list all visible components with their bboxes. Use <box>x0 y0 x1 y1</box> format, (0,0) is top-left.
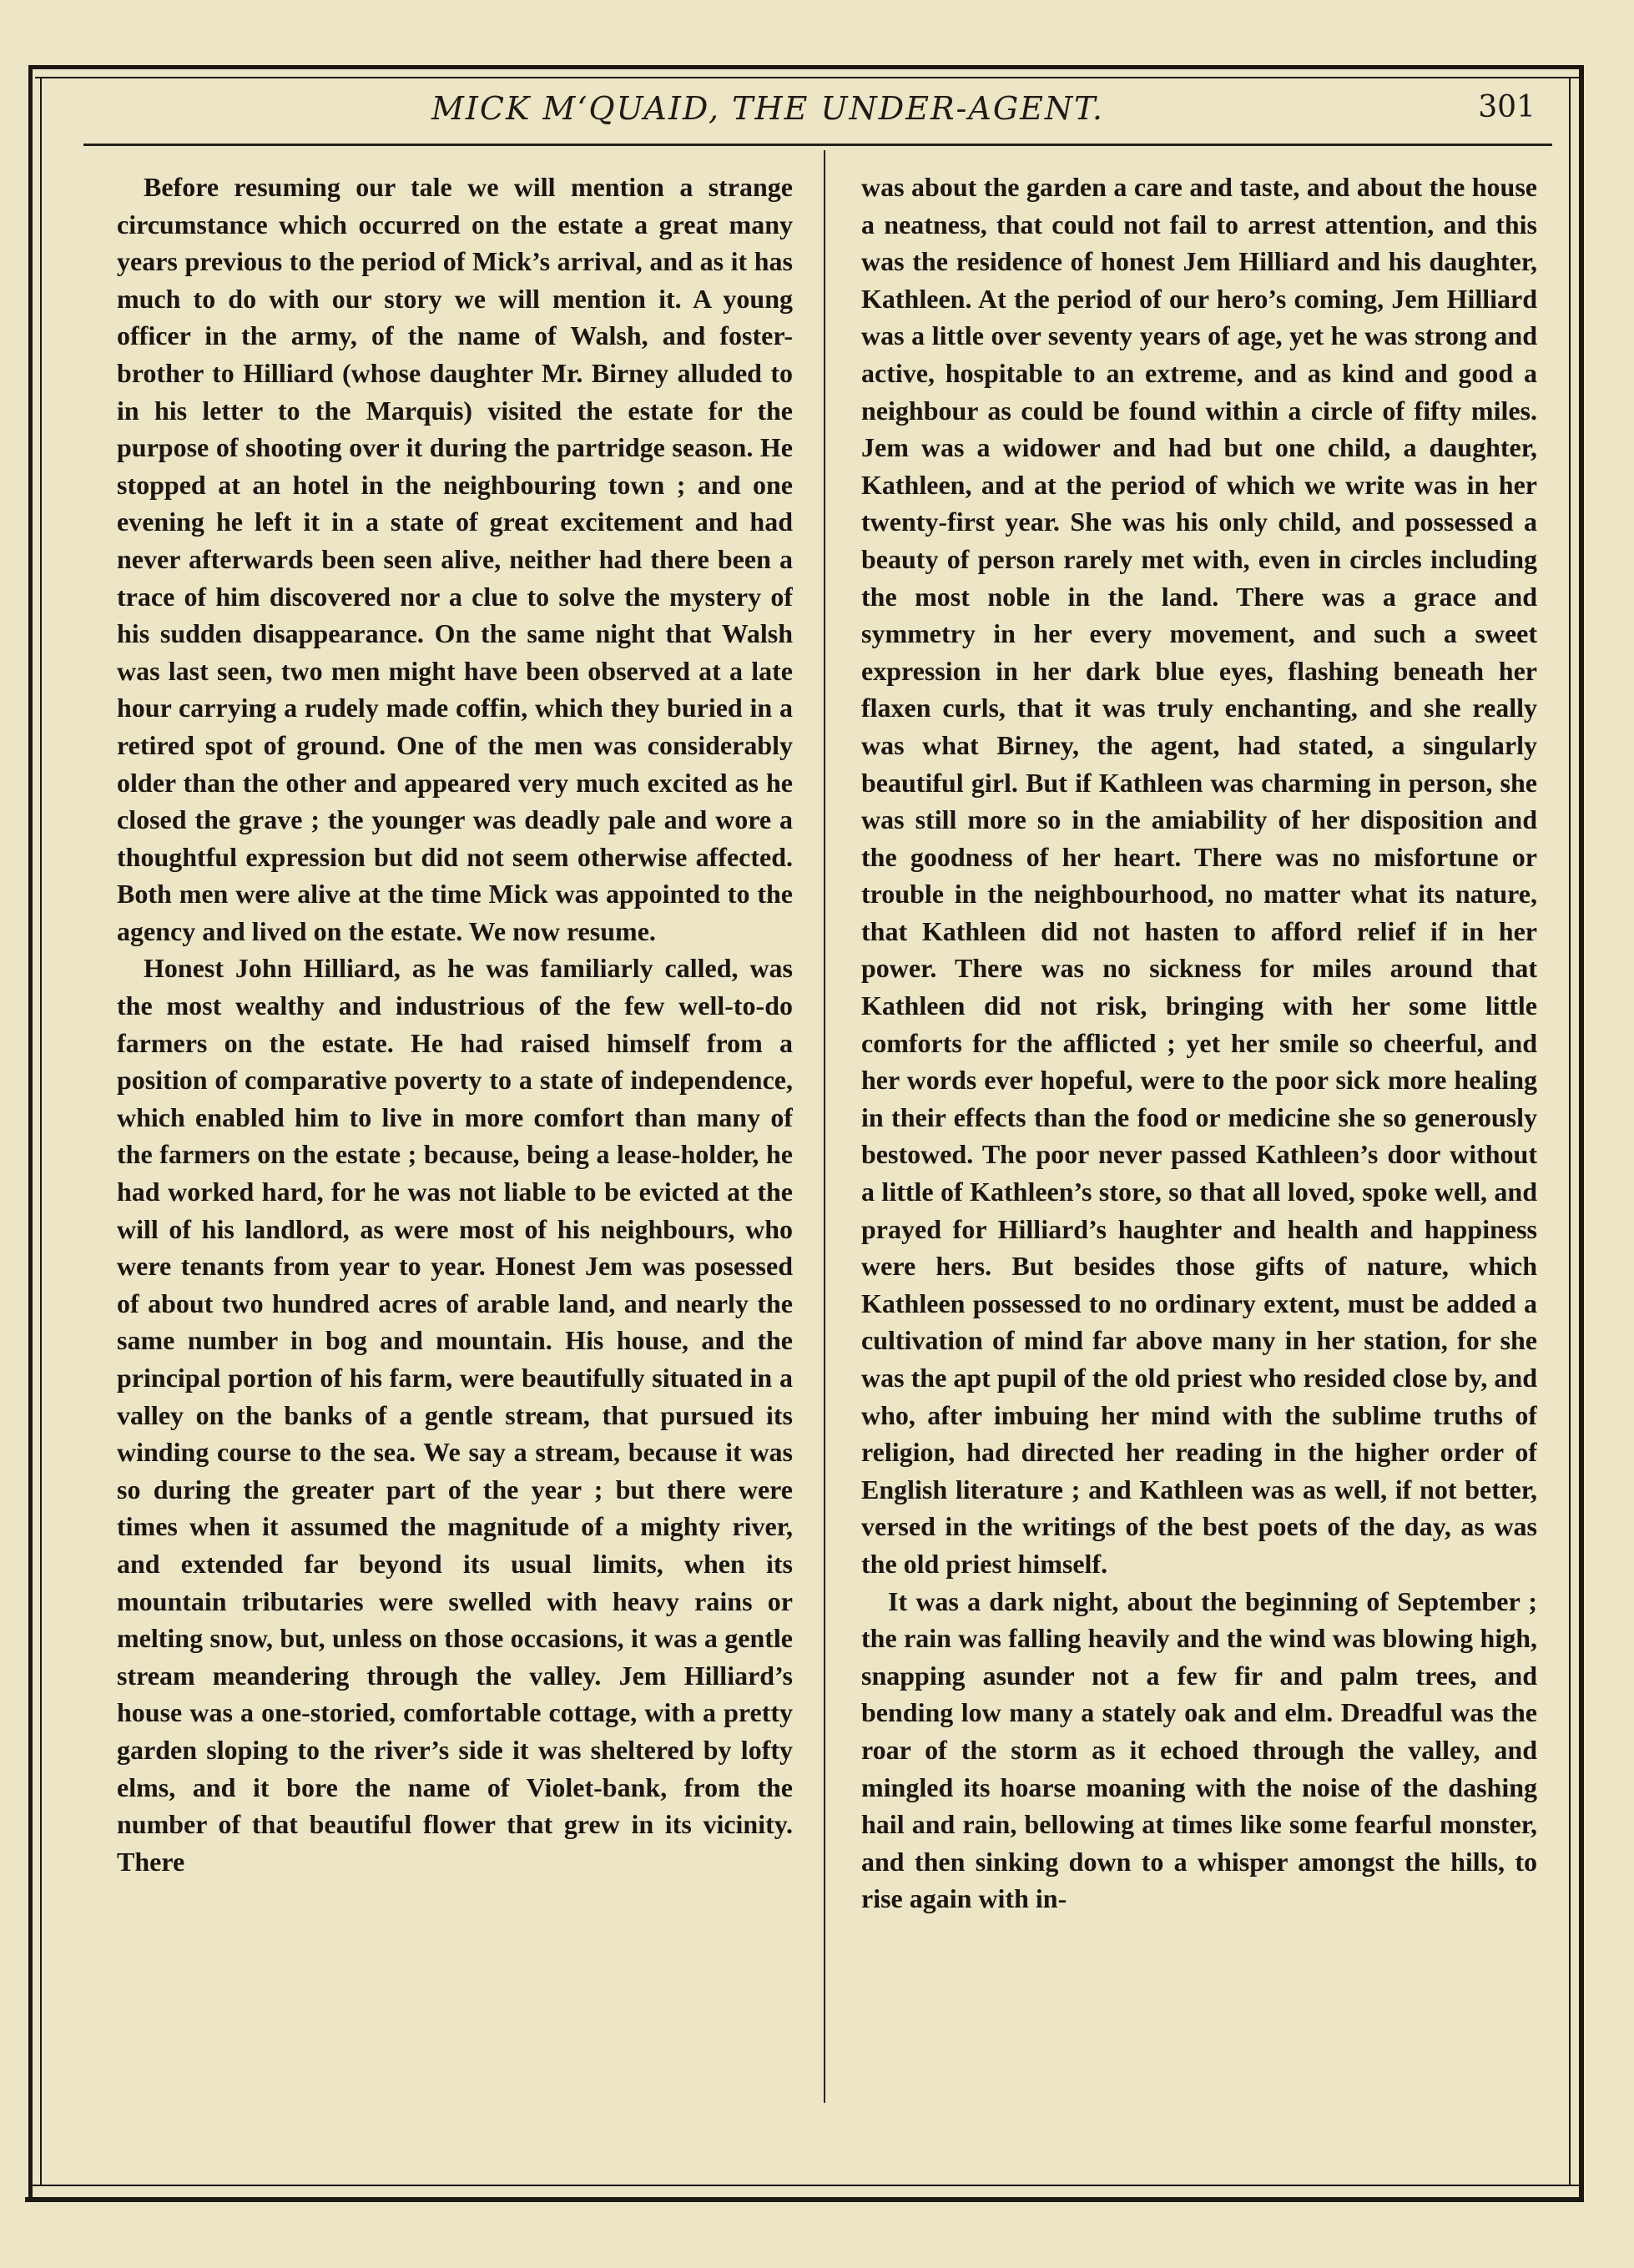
frame-rule-right-outer <box>1579 65 1584 2201</box>
frame-rule-top-inner <box>35 77 1579 78</box>
left-column <box>117 169 793 2113</box>
running-head <box>83 90 1552 140</box>
frame-rule-bottom-outer <box>25 2197 1584 2202</box>
header-rule <box>83 144 1552 146</box>
page-number: 301 <box>1478 90 1536 124</box>
column-divider <box>824 150 825 2103</box>
frame-rule-bottom-inner <box>32 2185 1584 2186</box>
paragraph: was about the garden a care and taste, and about the house a neatness, that could not fail to arrest attention, and this was the residence of honest Jem Hilliard and his daughter, Kathleen. At the period of our hero’s coming, Jem Hilliard was a little over seventy years of age, yet he was strong and active, hospitable to an extreme, and as kind and good a neighbour as could be found within a circle of fifty miles. Jem was a widower and had but one child, a daughter, Kathleen, and at the period of which we write was in her twenty-first year. She was his only child, and possessed a beauty of person rarely met with, even in circles including the most noble in the land. There was a grace and symmetry in her every movement, and such a sweet expression in her dark blue eyes, flashing beneath her flaxen curls, that it was truly enchanting, and she really was what Birney, the agent, had stated, a singularly beautiful girl. But if Kathleen was charming in person, she was still more so in the amiability of her disposition and the goodness of her heart. There was no misfortune or trouble in the neighbourhood, no matter what its nature, that Kathleen did not hasten to afford relief if in her power. There was no sickness for miles around that Kathleen did not risk, bringing with her some little comforts for the afflicted ; yet her smile so cheerful, and her words ever hopeful, were to the poor sick more healing in their effects than the food or medicine she so generously bestowed. The poor never passed Kathleen’s door without a little of Kathleen’s store, so that all loved, spoke well, and prayed for Hilliard’s haughter and health and happiness were hers. But besides those gifts of nature, which Kathleen possessed to no ordinary extent, must be added a cultivation of mind far above many in her station, for she was the apt pupil of the old priest who resided close by, and who, after imbuing her mind with the sublime truths of religion, had directed her reading in the higher order of English literature ; and Kathleen was as well, if not better, versed in the writings of the best poets of the day, as was the old priest himself. <box>861 172 1537 1579</box>
frame-rule-top-outer <box>28 65 1584 69</box>
frame-rule-left-inner <box>40 77 42 2186</box>
paragraph: Before resuming our tale we will mention a strange circumstance which occurred on the estate a great many years previous to the period of Mick’s arrival, and as it has much to do with our story we will mention it. A young officer in the army, of the name of Walsh, and foster-brother to Hilliard (whose daughter Mr. Birney alluded to in his letter to the Marquis) visited the estate for the purpose of shooting over it during the partridge season. He stopped at an hotel in the neighbouring town ; and one evening he left it in a state of great excitement and had never afterwards been seen alive, neither had there been a trace of him discovered nor a clue to solve the mystery of his sudden disappearance. On the same night that Walsh was last seen, two men might have been observed at a late hour carrying a rudely made coffin, which they buried in a retired spot of ground. One of the men was considerably older than the other and appeared very much excited as he closed the grave ; the younger was deadly pale and wore a thoughtful expression but did not seem otherwise affected. Both men were alive at the time Mick was appointed to the agency and lived on the estate. We now resume. <box>117 172 793 946</box>
frame-rule-left-outer <box>28 65 33 2201</box>
right-column <box>861 169 1537 2113</box>
paragraph: Honest John Hilliard, as he was familiarly called, was the most wealthy and industrious of the few well-to-do farmers on the estate. He had raised himself from a position of comparative poverty to a state of independence, which enabled him to live in more comfort than many of the farmers on the estate ; because, being a lease-holder, he had worked hard, for he was not liable to be evicted at the will of his landlord, as were most of his neighbours, who were tenants from year to year. Honest Jem was posessed of about two hundred acres of arable land, and nearly the same number in bog and mountain. His house, and the principal portion of his farm, were beautifully situated in a valley on the banks of a gentle stream, that pursued its winding course to the sea. We say a stream, because it was so during the greater part of the year ; but there were times when it assumed the magnitude of a mighty river, and extended far beyond its usual limits, when its mountain tributaries were swelled with heavy rains or melting snow, but, unless on those occasions, it was a gentle stream meandering through the valley. Jem Hilliard’s house was a one-storied, comfortable cottage, with a pretty garden sloping to the river’s side it was sheltered by lofty elms, and it bore the name of Violet-bank, from the number of that beautiful flower that grew in its vicinity. There <box>117 953 793 1877</box>
frame-rule-right-inner <box>1569 77 1571 2186</box>
paragraph: It was a dark night, about the beginning of September ; the rain was falling heavily and the wind was blowing high, snapping asunder not a few fir and palm trees, and bending low many a stately oak and elm. Dreadful was the roar of the storm as it echoed through the valley, and mingled its hoarse moaning with the noise of the dashing hail and rain, bellowing at times like some fearful monster, and then sinking down to a whisper amongst the hills, to rise again with in- <box>861 1585 1537 1914</box>
running-title: MICK M‘QUAID, THE UNDER-AGENT. <box>431 90 1105 127</box>
